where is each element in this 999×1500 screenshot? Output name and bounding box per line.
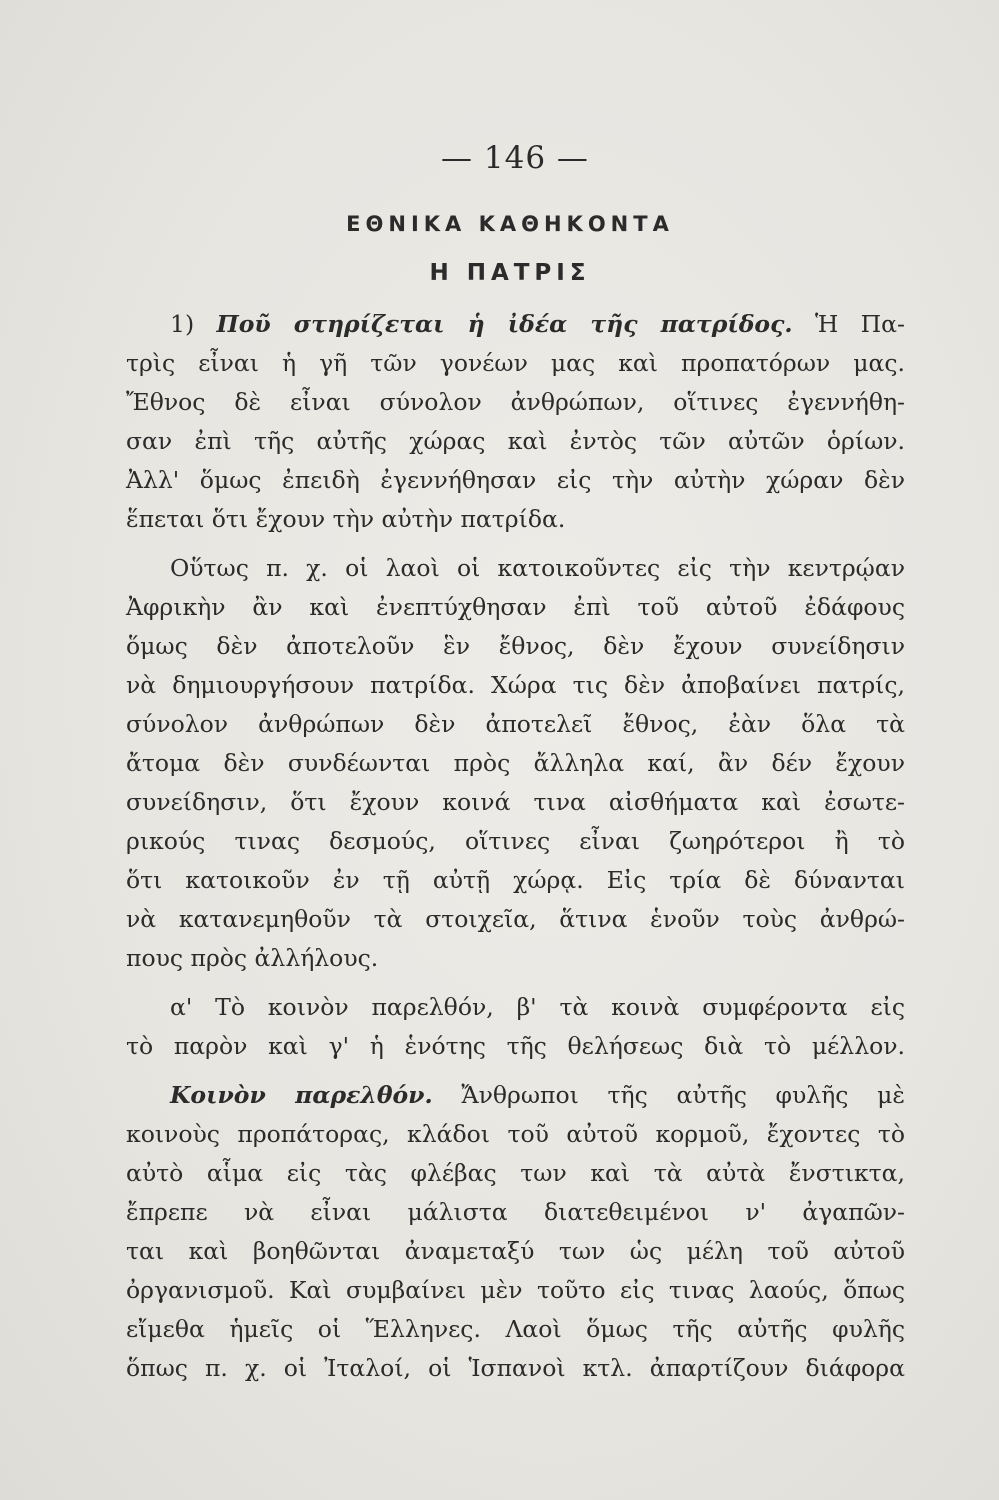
- text-line: αὐτὸ αἷμα εἰς τὰς φλέβας των καὶ τὰ αὐτὰ ἔνστικτα,: [126, 1159, 905, 1187]
- text-line: Ἀλλ' ὅμως ἐπειδὴ ἐγεννήθησαν εἰς τὴν αὐτὴν χώραν δὲν: [126, 466, 905, 494]
- paragraph-4: [126, 1076, 905, 1388]
- emphasized-heading: Κοινὸν παρελθόν.: [170, 1081, 433, 1109]
- text-line: ἔπρεπε νὰ εἶναι μάλιστα διατεθειμένοι ν' ἀγαπῶν-: [126, 1198, 905, 1226]
- text-line: κοινοὺς προπάτορας, κλάδοι τοῦ αὐτοῦ κορμοῦ, ἔχοντες τὸ: [126, 1120, 905, 1148]
- text-line: τρὶς εἶναι ἡ γῆ τῶν γονέων μας καὶ προπατόρων μας.: [126, 349, 905, 377]
- text-line: ται καὶ βοηθῶνται ἀναμεταξύ των ὡς μέλη τοῦ αὐτοῦ: [126, 1237, 905, 1265]
- sub-title: Η ΠΑΤΡΙΣ: [429, 260, 591, 286]
- text-line: σαν ἐπὶ τῆς αὐτῆς χώρας καὶ ἐντὸς τῶν αὐτῶν ὁρίων.: [126, 427, 905, 455]
- section-title: ΕΘΝΙΚΑ ΚΑΘΗΚΟΝΤΑ: [346, 212, 674, 236]
- text-line: ἕπεται ὅτι ἔχουν τὴν αὐτὴν πατρίδα.: [126, 505, 566, 533]
- paragraph-2: [126, 549, 905, 978]
- text-line: α' Τὸ κοινὸν παρελθόν, β' τὰ κοινὰ συμφέροντα εἰς: [170, 993, 905, 1021]
- text-line: [126, 305, 905, 344]
- text-line: πους πρὸς ἀλλήλους.: [126, 944, 379, 972]
- body-text: [126, 305, 905, 1388]
- text-line: Ἀφρικὴν ἂν καὶ ἐνεπτύχθησαν ἐπὶ τοῦ αὐτοῦ ἐδάφους: [126, 593, 905, 621]
- text-line: Ἔθνος δὲ εἶναι σύνολον ἀνθρώπων, οἵτινες ἐγεννήθη-: [126, 388, 905, 416]
- text-line: ὀργανισμοῦ. Καὶ συμβαίνει μὲν τοῦτο εἰς τινας λαούς, ὅπως: [126, 1276, 905, 1304]
- text-line: νὰ κατανεμηθοῦν τὰ στοιχεῖα, ἅτινα ἑνοῦν τοὺς ἀνθρώ-: [126, 905, 905, 933]
- paragraph-3: [126, 988, 905, 1066]
- text-line: συνείδησιν, ὅτι ἔχουν κοινά τινα αἰσθήματα καὶ ἐσωτε-: [126, 788, 905, 816]
- emphasized-heading: Ποῦ στηρίζεται ἡ ἰδέα τῆς πατρίδος.: [216, 310, 793, 338]
- page-number: — 146 —: [441, 140, 589, 176]
- paragraph-1: [126, 305, 905, 539]
- text-line: Οὕτως π. χ. οἱ λαοὶ οἱ κατοικοῦντες εἰς τὴν κεντρῴαν: [170, 554, 905, 582]
- text-line: τὸ παρὸν καὶ γ' ἡ ἑνότης τῆς θελήσεως διὰ τὸ μέλλον.: [126, 1032, 905, 1060]
- text-line: ὅπως π. χ. οἱ Ἰταλοί, οἱ Ἱσπανοὶ κτλ. ἀπαρτίζουν διάφορα: [126, 1354, 905, 1382]
- text-line: ρικούς τινας δεσμούς, οἵτινες εἶναι ζωηρότεροι ἢ τὸ: [126, 827, 905, 855]
- text-line: εἴμεθα ἡμεῖς οἱ Ἕλληνες. Λαοὶ ὅμως τῆς αὐτῆς φυλῆς: [126, 1315, 905, 1343]
- text-line: [126, 1076, 905, 1115]
- text-line: ὅμως δὲν ἀποτελοῦν ἓν ἔθνος, δὲν ἔχουν συνείδησιν: [126, 632, 905, 660]
- line-text: Ἡ Πα-: [792, 310, 905, 338]
- line-text: Ἄνθρωποι τῆς αὐτῆς φυλῆς μὲ: [432, 1081, 905, 1109]
- text-line: ὅτι κατοικοῦν ἐν τῇ αὐτῇ χώρᾳ. Εἰς τρία δὲ δύνανται: [126, 866, 905, 894]
- text-line: σύνολον ἀνθρώπων δὲν ἀποτελεῖ ἔθνος, ἐὰν ὅλα τὰ: [126, 710, 905, 738]
- text-line: ἄτομα δὲν συνδέωνται πρὸς ἄλληλα καί, ἂν δέν ἔχουν: [126, 749, 905, 777]
- text-line: νὰ δημιουργήσουν πατρίδα. Χώρα τις δὲν ἀποβαίνει πατρίς,: [126, 671, 905, 699]
- item-number: 1): [170, 310, 217, 338]
